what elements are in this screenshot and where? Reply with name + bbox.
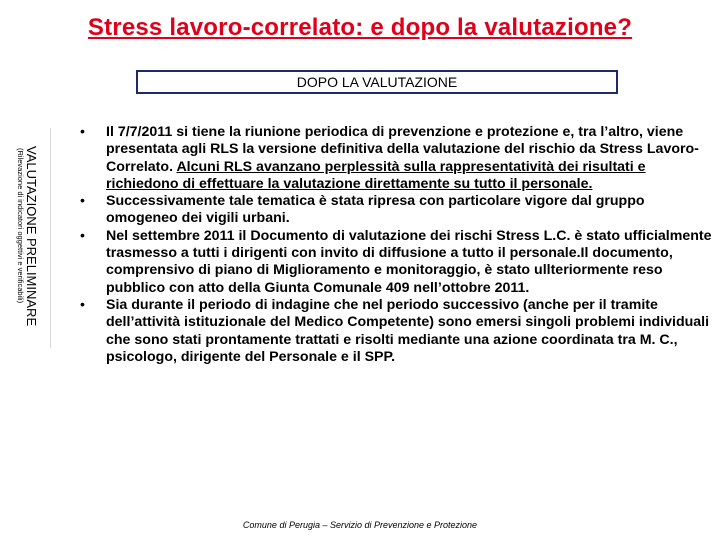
bullet-text: Sia durante il periodo di indagine che nel periodo successivo (anche per il tramite dell’attività istituzionale del Medico Competente) sono emersi singoli problemi individuali che sono stati prontamente trattati e risolti mediante una azione coordinata tra M. C., psicologo, dirigente del Personale e il SPP.: [106, 296, 710, 365]
bullet-text: Nel settembre 2011 il Documento di valutazione dei rischi Stress L.C. è stato ufficialmente trasmesso a tutti i dirigenti con invito di diffusione a tutto il personale.Il documento, comprensivo di piano di Miglioramento e monitoraggio, è stato ullteriormente reso pubblico con atto della Giunta Comunale 409 nell’ottobre 2011.: [106, 227, 712, 296]
bullet-list: [80, 124, 718, 366]
bullet-icon: •: [80, 193, 85, 210]
section-heading-box: DOPO LA VALUTAZIONE: [136, 70, 618, 94]
bullet-icon: •: [80, 227, 85, 244]
footer: Comune di Perugia – Servizio di Prevenzione e Protezione: [242, 520, 478, 530]
bullet-item-2: [80, 193, 718, 228]
slide-title: Stress lavoro-correlato: e dopo la valutazione?: [87, 14, 633, 41]
bullet-text: Successivamente tale tematica è stata ripresa con particolare vigore dal gruppo omogeneo dei vigili urbani.: [106, 193, 645, 227]
vertical-sublabel: (Rilevazione di indicatori oggettivi e verificabili): [16, 148, 25, 304]
bullet-icon: •: [80, 124, 85, 140]
bullet-item-3: [80, 228, 718, 297]
bullet-text: Il 7/7/2011 si tiene la riunione periodica di prevenzione e protezione e, tra l’altro, viene presentata agli RLS la versione definitiva della valutazione del rischio da Stress Lavoro-Correlato.: [106, 124, 699, 175]
bullet-item-1: [80, 124, 718, 193]
vertical-label: VALUTAZIONE PRELIMINARE: [24, 146, 39, 327]
underlined-text: Alcuni RLS avanzano perplessità sulla rappresentatività dei risultati e richiedono di effettuare la valutazione direttamente su tutto il personale.: [106, 158, 646, 192]
bullet-item-4: [80, 297, 718, 366]
bullet-icon: •: [80, 296, 85, 313]
